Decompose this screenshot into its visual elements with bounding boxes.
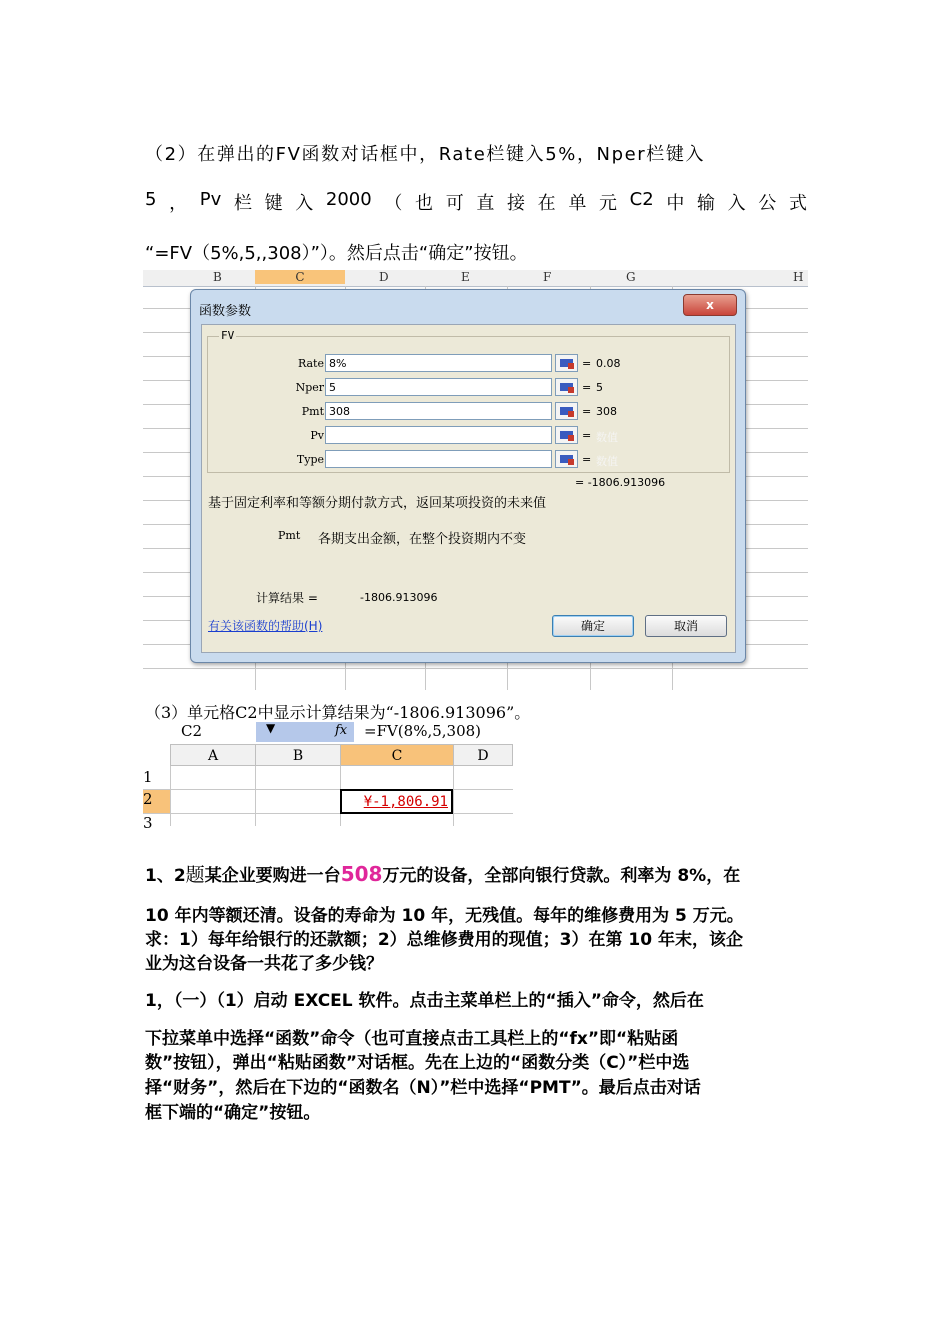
step3-text: （3）单元格C2中显示计算结果为“-1806.913096”。	[145, 703, 531, 722]
equals-sign: =	[582, 405, 592, 418]
insert-function-icon[interactable]: fx	[335, 723, 348, 738]
col-header-c[interactable]: C	[255, 270, 345, 284]
collapse-dialog-icon[interactable]	[555, 354, 578, 372]
arg-value-hint: 数值	[596, 431, 618, 444]
pmt-input[interactable]: 308	[325, 402, 552, 420]
col-header-b[interactable]: B	[255, 744, 341, 766]
equals-sign: =	[582, 381, 592, 394]
problem-line3: 求：1）每年给银行的还款额；2）总维修费用的现值；3）在第 10 年末，该企	[145, 930, 743, 950]
rate-input[interactable]: 8%	[325, 354, 552, 372]
pv-input[interactable]	[325, 426, 552, 444]
collapse-dialog-icon[interactable]	[555, 402, 578, 420]
row-header-3[interactable]: 3	[143, 814, 153, 832]
arg-label: Rate	[297, 357, 324, 370]
arg-row-pmt	[208, 402, 728, 422]
problem-number: 1、2	[145, 866, 186, 886]
answer-line2: 下拉菜单中选择“函数”命令（也可直接点击工具栏上的“fx”即“粘贴函	[145, 1029, 679, 1049]
col-header-f[interactable]: F	[543, 270, 552, 284]
calc-result-value: -1806.913096	[360, 591, 438, 604]
arg-label: Type	[296, 453, 324, 466]
step2-line3: “=FV（5%,5,,308）”）。然后点击“确定”按钮。	[145, 243, 528, 264]
param-name: Pmt	[278, 529, 301, 542]
col-header-d[interactable]: D	[379, 270, 389, 284]
arg-value: 0.08	[596, 357, 621, 370]
close-button[interactable]: x	[683, 294, 737, 316]
formula-bar[interactable]: =FV(8%,5,308)	[364, 722, 482, 740]
problem-text-a: 某企业要购进一台	[204, 866, 341, 886]
arguments-group	[207, 329, 730, 473]
answer-line5: 框下端的“确定”按钮。	[145, 1103, 321, 1123]
col-header-a[interactable]: A	[170, 744, 256, 766]
cancel-button[interactable]: 取消	[645, 615, 727, 637]
col-header-d[interactable]: D	[453, 744, 513, 766]
answer-line3: 数”按钮），弹出“粘贴函数”对话框。先在上边的“函数分类（C）”栏中选	[145, 1053, 690, 1073]
dialog-title: 函数参数	[199, 304, 252, 319]
row-header-2[interactable]: 2	[143, 790, 170, 813]
col-header-g[interactable]: G	[626, 270, 636, 284]
arg-row-rate	[208, 354, 728, 374]
calc-result-label: 计算结果 =	[256, 591, 318, 605]
answer-line4: 择“财务”，然后在下边的“函数名（N）”栏中选择“PMT”。最后点击对话	[145, 1078, 701, 1098]
arg-row-pv	[208, 426, 728, 446]
arg-value-hint: 数值	[596, 455, 618, 468]
collapse-dialog-icon[interactable]	[555, 378, 578, 396]
chevron-down-icon[interactable]: ▼	[266, 721, 276, 735]
collapse-dialog-icon[interactable]	[555, 450, 578, 468]
equals-sign: =	[582, 357, 592, 370]
problem-line2: 10 年内等额还清。设备的寿命为 10 年，无残值。每年的维修费用为 5 万元。	[145, 906, 744, 926]
col-header-e[interactable]: E	[461, 270, 470, 284]
arg-value: 5	[596, 381, 603, 394]
problem-ti: 题	[185, 864, 205, 886]
type-input[interactable]	[325, 450, 552, 468]
function-description: 基于固定利率和等额分期付款方式，返回某项投资的未来值	[208, 496, 547, 511]
col-header-c[interactable]: C	[340, 744, 454, 766]
function-name: FV	[221, 329, 235, 342]
col-header-b[interactable]: B	[213, 270, 222, 284]
equals-sign: =	[582, 429, 592, 442]
answer-line1: 1，（一）（1）启动 EXCEL 软件。点击主菜单栏上的“插入”命令，然后在	[145, 991, 704, 1011]
result-spreadsheet	[143, 721, 513, 832]
arg-label: Pmt	[301, 405, 324, 418]
name-box[interactable]: C2	[181, 722, 203, 740]
problem-text-b: 万元的设备，全部向银行贷款。利率为 8%，在	[382, 866, 741, 886]
step2-line2: 5 ， Pv 栏 键 入 2000 （ 也 可 直 接 在 单 元 C2 中 输 入 公 式	[145, 189, 807, 214]
equals-sign: =	[582, 453, 592, 466]
col-header-h[interactable]: H	[793, 270, 804, 284]
problem-line1	[145, 860, 807, 887]
arg-label: Pv	[310, 429, 324, 442]
overall-result: = -1806.913096	[575, 476, 666, 489]
column-header-bar	[143, 270, 808, 287]
ok-button[interactable]: 确定	[552, 615, 634, 637]
arg-row-nper	[208, 378, 728, 398]
problem-amount: 508	[340, 862, 383, 886]
step2-line1: （2）在弹出的FV函数对话框中，Rate栏键入5%，Nper栏键入	[145, 144, 706, 165]
arg-row-type	[208, 450, 728, 470]
dialog-body	[201, 324, 736, 653]
arg-label: Nper	[295, 381, 324, 394]
nper-input[interactable]: 5	[325, 378, 552, 396]
function-arguments-dialog	[190, 289, 746, 663]
help-link[interactable]: 有关该函数的帮助(H)	[208, 619, 323, 633]
cell-c2[interactable]: ¥-1,806.91	[340, 789, 453, 814]
problem-line4: 业为这台设备一共花了多少钱？	[145, 954, 383, 974]
collapse-dialog-icon[interactable]	[555, 426, 578, 444]
param-description: 各期支出金额，在整个投资期内不变	[318, 532, 527, 547]
arg-value: 308	[596, 405, 617, 418]
row-header-1[interactable]: 1	[143, 768, 153, 786]
